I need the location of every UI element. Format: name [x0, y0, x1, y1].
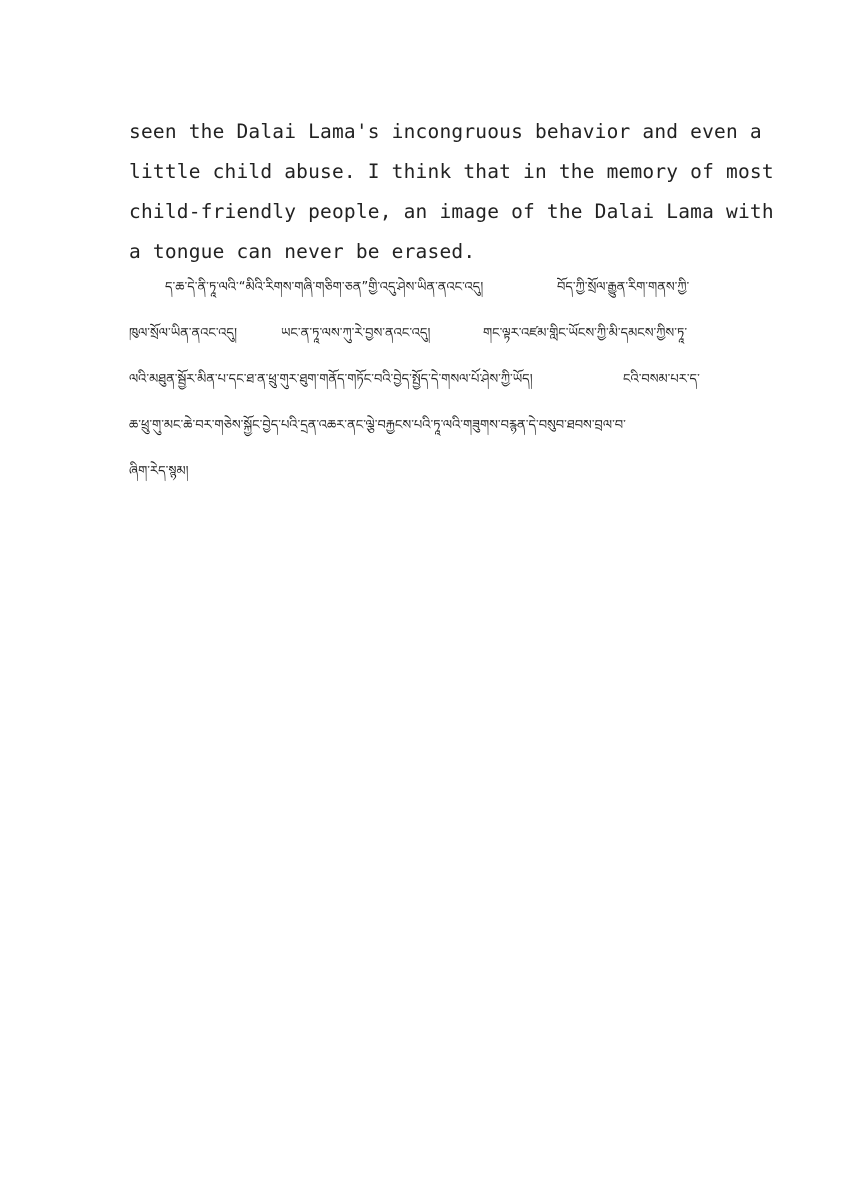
english-line-2: little child abuse. I think that in the memory of most	[129, 160, 774, 183]
tibetan-line-2-segment-2: ཡང་ན་ཏཱ་ལས་ཀུ་རེ་བྱས་ནའང་འདུ།	[281, 326, 431, 341]
tibetan-line-3-segment-1: ལའི་མཐུན་སྦྱོར་མིན་པ་དང་ཐ་ན་ཕྲུ་གུར་ཐུག་གནོད་གཏོང་བའི་བྱེད་སྤྱོད་དེ་གསལ་པོ་ཤེས་ཀྱི་ཡོད།	[129, 372, 533, 387]
tibetan-line-5-segment-1: ཞིག་རེད་སྙམ།	[129, 464, 189, 479]
tibetan-line-4-segment-1: ཆ་ཕྲུ་གུ་མང་ཆེ་བར་གཅེས་སྐྱོང་བྱེད་པའི་དྲན་འཆར་ནང་ལྕེ་བརྐྱངས་པའི་ཏཱ་ལའི་གཟུགས་བརྙན་དེ་བསུབ་ཐབས་བྲལ་བ་	[129, 418, 626, 433]
tibetan-line-2	[129, 318, 729, 364]
tibetan-line-5	[129, 456, 729, 502]
english-line-3: child-friendly people, an image of the Dalai Lama with	[129, 200, 774, 223]
tibetan-line-1-segment-1: ད་ཆ་དེ་ནི་ཏཱ་ལའི་“མིའི་རིགས་གཞི་གཅིག་ཅན”གྱི་འདུ་ཤེས་ཡིན་ནའང་འདུ།	[165, 280, 484, 295]
tibetan-line-4	[129, 410, 729, 456]
english-paragraph	[129, 112, 774, 272]
tibetan-line-1-segment-2: བོད་ཀྱི་སྲོལ་རྒྱུན་རིག་གནས་ཀྱི་	[557, 280, 690, 295]
tibetan-line-3-segment-2: ངའི་བསམ་པར་ད་	[623, 372, 700, 387]
tibetan-line-3	[129, 364, 729, 410]
english-line-1: seen the Dalai Lama's incongruous behavior and even a	[129, 120, 762, 143]
english-line-4: a tongue can never be erased.	[129, 240, 476, 263]
tibetan-line-2-segment-3: གང་ལྟར་འཛམ་གླིང་ཡོངས་ཀྱི་མི་དམངས་ཀྱིས་ཏཱ་	[483, 326, 688, 341]
tibetan-paragraph	[129, 272, 729, 502]
tibetan-line-1	[129, 272, 729, 318]
tibetan-line-2-segment-1: ཁུལ་སྲོལ་ཡིན་ནའང་འདུ།	[129, 326, 237, 341]
